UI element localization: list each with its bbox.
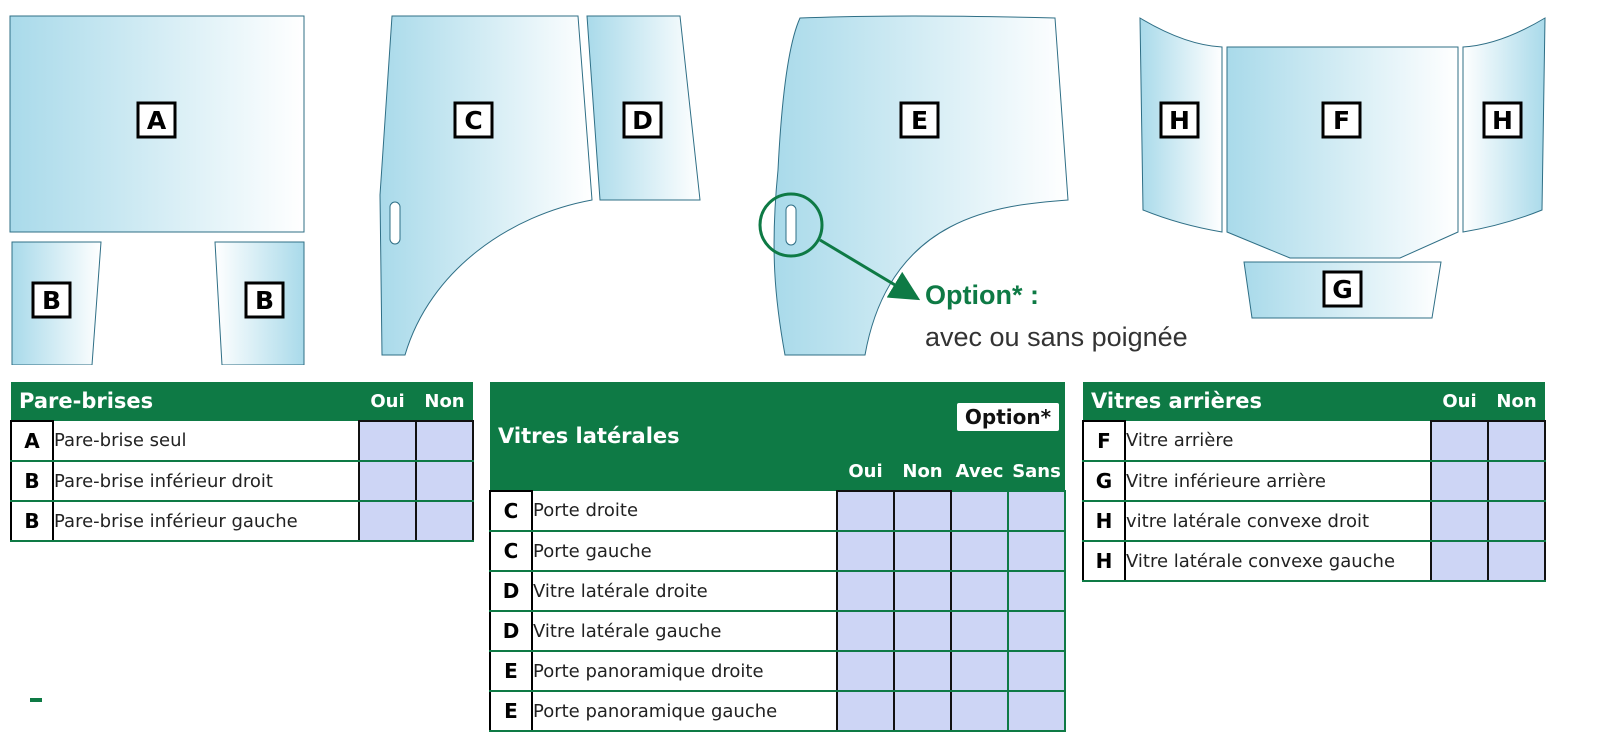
row-letter: D — [490, 611, 532, 651]
checkbox-oui[interactable] — [837, 491, 894, 531]
checkbox-non[interactable] — [1488, 501, 1545, 541]
checkbox-oui[interactable] — [359, 421, 416, 461]
checkbox-non[interactable] — [416, 421, 473, 461]
row-letter: B — [11, 461, 53, 501]
row-letter: H — [1083, 541, 1125, 581]
row-label: Porte panoramique droite — [532, 651, 837, 691]
row-label: Porte droite — [532, 491, 837, 531]
row-label: vitre latérale convexe droit — [1125, 501, 1431, 541]
checkbox-sans[interactable] — [1008, 691, 1065, 731]
label-b-right: B — [254, 286, 275, 315]
row-letter: E — [490, 691, 532, 731]
col-oui: Oui — [1431, 382, 1488, 421]
convex-window-h-left-panel — [1140, 18, 1222, 232]
checkbox-oui[interactable] — [359, 461, 416, 501]
label-e: E — [910, 106, 929, 135]
table-row — [490, 571, 1065, 611]
checkbox-sans[interactable] — [1008, 531, 1065, 571]
checkbox-non[interactable] — [894, 491, 951, 531]
checkbox-avec[interactable] — [951, 491, 1008, 531]
checkbox-oui[interactable] — [837, 691, 894, 731]
checkbox-non[interactable] — [1488, 461, 1545, 501]
lower-rear-window-g-panel — [1244, 262, 1441, 318]
windshield-b-left-panel — [12, 242, 101, 365]
row-letter: C — [490, 491, 532, 531]
row-label: Porte panoramique gauche — [532, 691, 837, 731]
checkbox-avec[interactable] — [951, 531, 1008, 571]
table-row — [490, 491, 1065, 531]
label-f: F — [1332, 106, 1351, 135]
option-header-pill: Option* — [957, 403, 1059, 431]
row-letter: E — [490, 651, 532, 691]
table-row — [490, 651, 1065, 691]
checkbox-non[interactable] — [894, 571, 951, 611]
table-row — [11, 421, 473, 461]
windshield-b-right-panel — [215, 242, 304, 365]
label-c: C — [464, 106, 483, 135]
vitres-laterales-table — [489, 382, 1066, 732]
checkbox-avec[interactable] — [951, 571, 1008, 611]
convex-window-h-right-panel — [1463, 18, 1545, 232]
col-sans: Sans — [1008, 452, 1065, 491]
row-label: Porte gauche — [532, 531, 837, 571]
checkbox-non[interactable] — [894, 611, 951, 651]
table-row — [1083, 421, 1545, 461]
checkbox-oui[interactable] — [837, 611, 894, 651]
col-oui: Oui — [837, 452, 894, 491]
row-label: Vitre latérale droite — [532, 571, 837, 611]
checkbox-avec[interactable] — [951, 651, 1008, 691]
glass-diagram — [0, 0, 1600, 365]
table-row — [490, 691, 1065, 731]
checkbox-oui[interactable] — [837, 571, 894, 611]
checkbox-avec[interactable] — [951, 691, 1008, 731]
row-label: Vitre latérale gauche — [532, 611, 837, 651]
checkbox-oui[interactable] — [837, 651, 894, 691]
checkbox-non[interactable] — [894, 531, 951, 571]
pare-brises-table — [10, 382, 474, 542]
row-label: Pare-brise seul — [53, 421, 359, 461]
row-label: Vitre arrière — [1125, 421, 1431, 461]
checkbox-oui[interactable] — [1431, 421, 1488, 461]
checkbox-sans[interactable] — [1008, 611, 1065, 651]
row-letter: F — [1083, 421, 1125, 461]
label-d: D — [632, 106, 653, 135]
row-letter: G — [1083, 461, 1125, 501]
label-h-right: H — [1492, 106, 1513, 135]
table-row — [1083, 461, 1545, 501]
vitres-arrieres-title: Vitres arrières — [1083, 382, 1431, 421]
col-oui: Oui — [359, 382, 416, 421]
checkbox-oui[interactable] — [1431, 501, 1488, 541]
door-c-panel — [380, 16, 592, 355]
checkbox-oui[interactable] — [1431, 541, 1488, 581]
row-letter: B — [11, 501, 53, 541]
checkbox-oui[interactable] — [359, 501, 416, 541]
table-row — [490, 531, 1065, 571]
label-a: A — [146, 106, 167, 135]
row-label: Vitre inférieure arrière — [1125, 461, 1431, 501]
checkbox-non[interactable] — [416, 501, 473, 541]
checkbox-oui[interactable] — [1431, 461, 1488, 501]
label-g: G — [1332, 275, 1353, 304]
row-letter: C — [490, 531, 532, 571]
row-letter: D — [490, 571, 532, 611]
row-label: Pare-brise inférieur gauche — [53, 501, 359, 541]
vitres-laterales-title: Vitres latérales — [490, 382, 837, 491]
label-h-left: H — [1169, 106, 1190, 135]
checkbox-non[interactable] — [416, 461, 473, 501]
option-title: Option* : — [925, 280, 1039, 310]
side-window-d-panel — [587, 16, 700, 200]
table-row — [11, 501, 473, 541]
table-row — [490, 611, 1065, 651]
vitres-arrieres-table — [1082, 382, 1546, 582]
checkbox-sans[interactable] — [1008, 571, 1065, 611]
checkbox-sans[interactable] — [1008, 491, 1065, 531]
footer-accent-mark — [30, 698, 42, 702]
table-row — [11, 461, 473, 501]
pare-brises-title: Pare-brises — [11, 382, 359, 421]
checkbox-non[interactable] — [894, 691, 951, 731]
table-row — [1083, 501, 1545, 541]
label-b-left: B — [41, 286, 62, 315]
row-label: Pare-brise inférieur droit — [53, 461, 359, 501]
row-letter: H — [1083, 501, 1125, 541]
checkbox-non[interactable] — [1488, 541, 1545, 581]
option-subtitle: avec ou sans poignée — [925, 322, 1188, 352]
col-non: Non — [416, 382, 473, 421]
col-non: Non — [894, 452, 951, 491]
col-non: Non — [1488, 382, 1545, 421]
checkbox-sans[interactable] — [1008, 651, 1065, 691]
rear-window-f-panel — [1227, 47, 1458, 258]
col-avec: Avec — [951, 452, 1008, 491]
checkbox-avec[interactable] — [951, 611, 1008, 651]
row-letter: A — [11, 421, 53, 461]
checkbox-oui[interactable] — [837, 531, 894, 571]
windshield-a-panel — [10, 16, 304, 232]
row-label: Vitre latérale convexe gauche — [1125, 541, 1431, 581]
checkbox-non[interactable] — [894, 651, 951, 691]
table-row — [1083, 541, 1545, 581]
checkbox-non[interactable] — [1488, 421, 1545, 461]
